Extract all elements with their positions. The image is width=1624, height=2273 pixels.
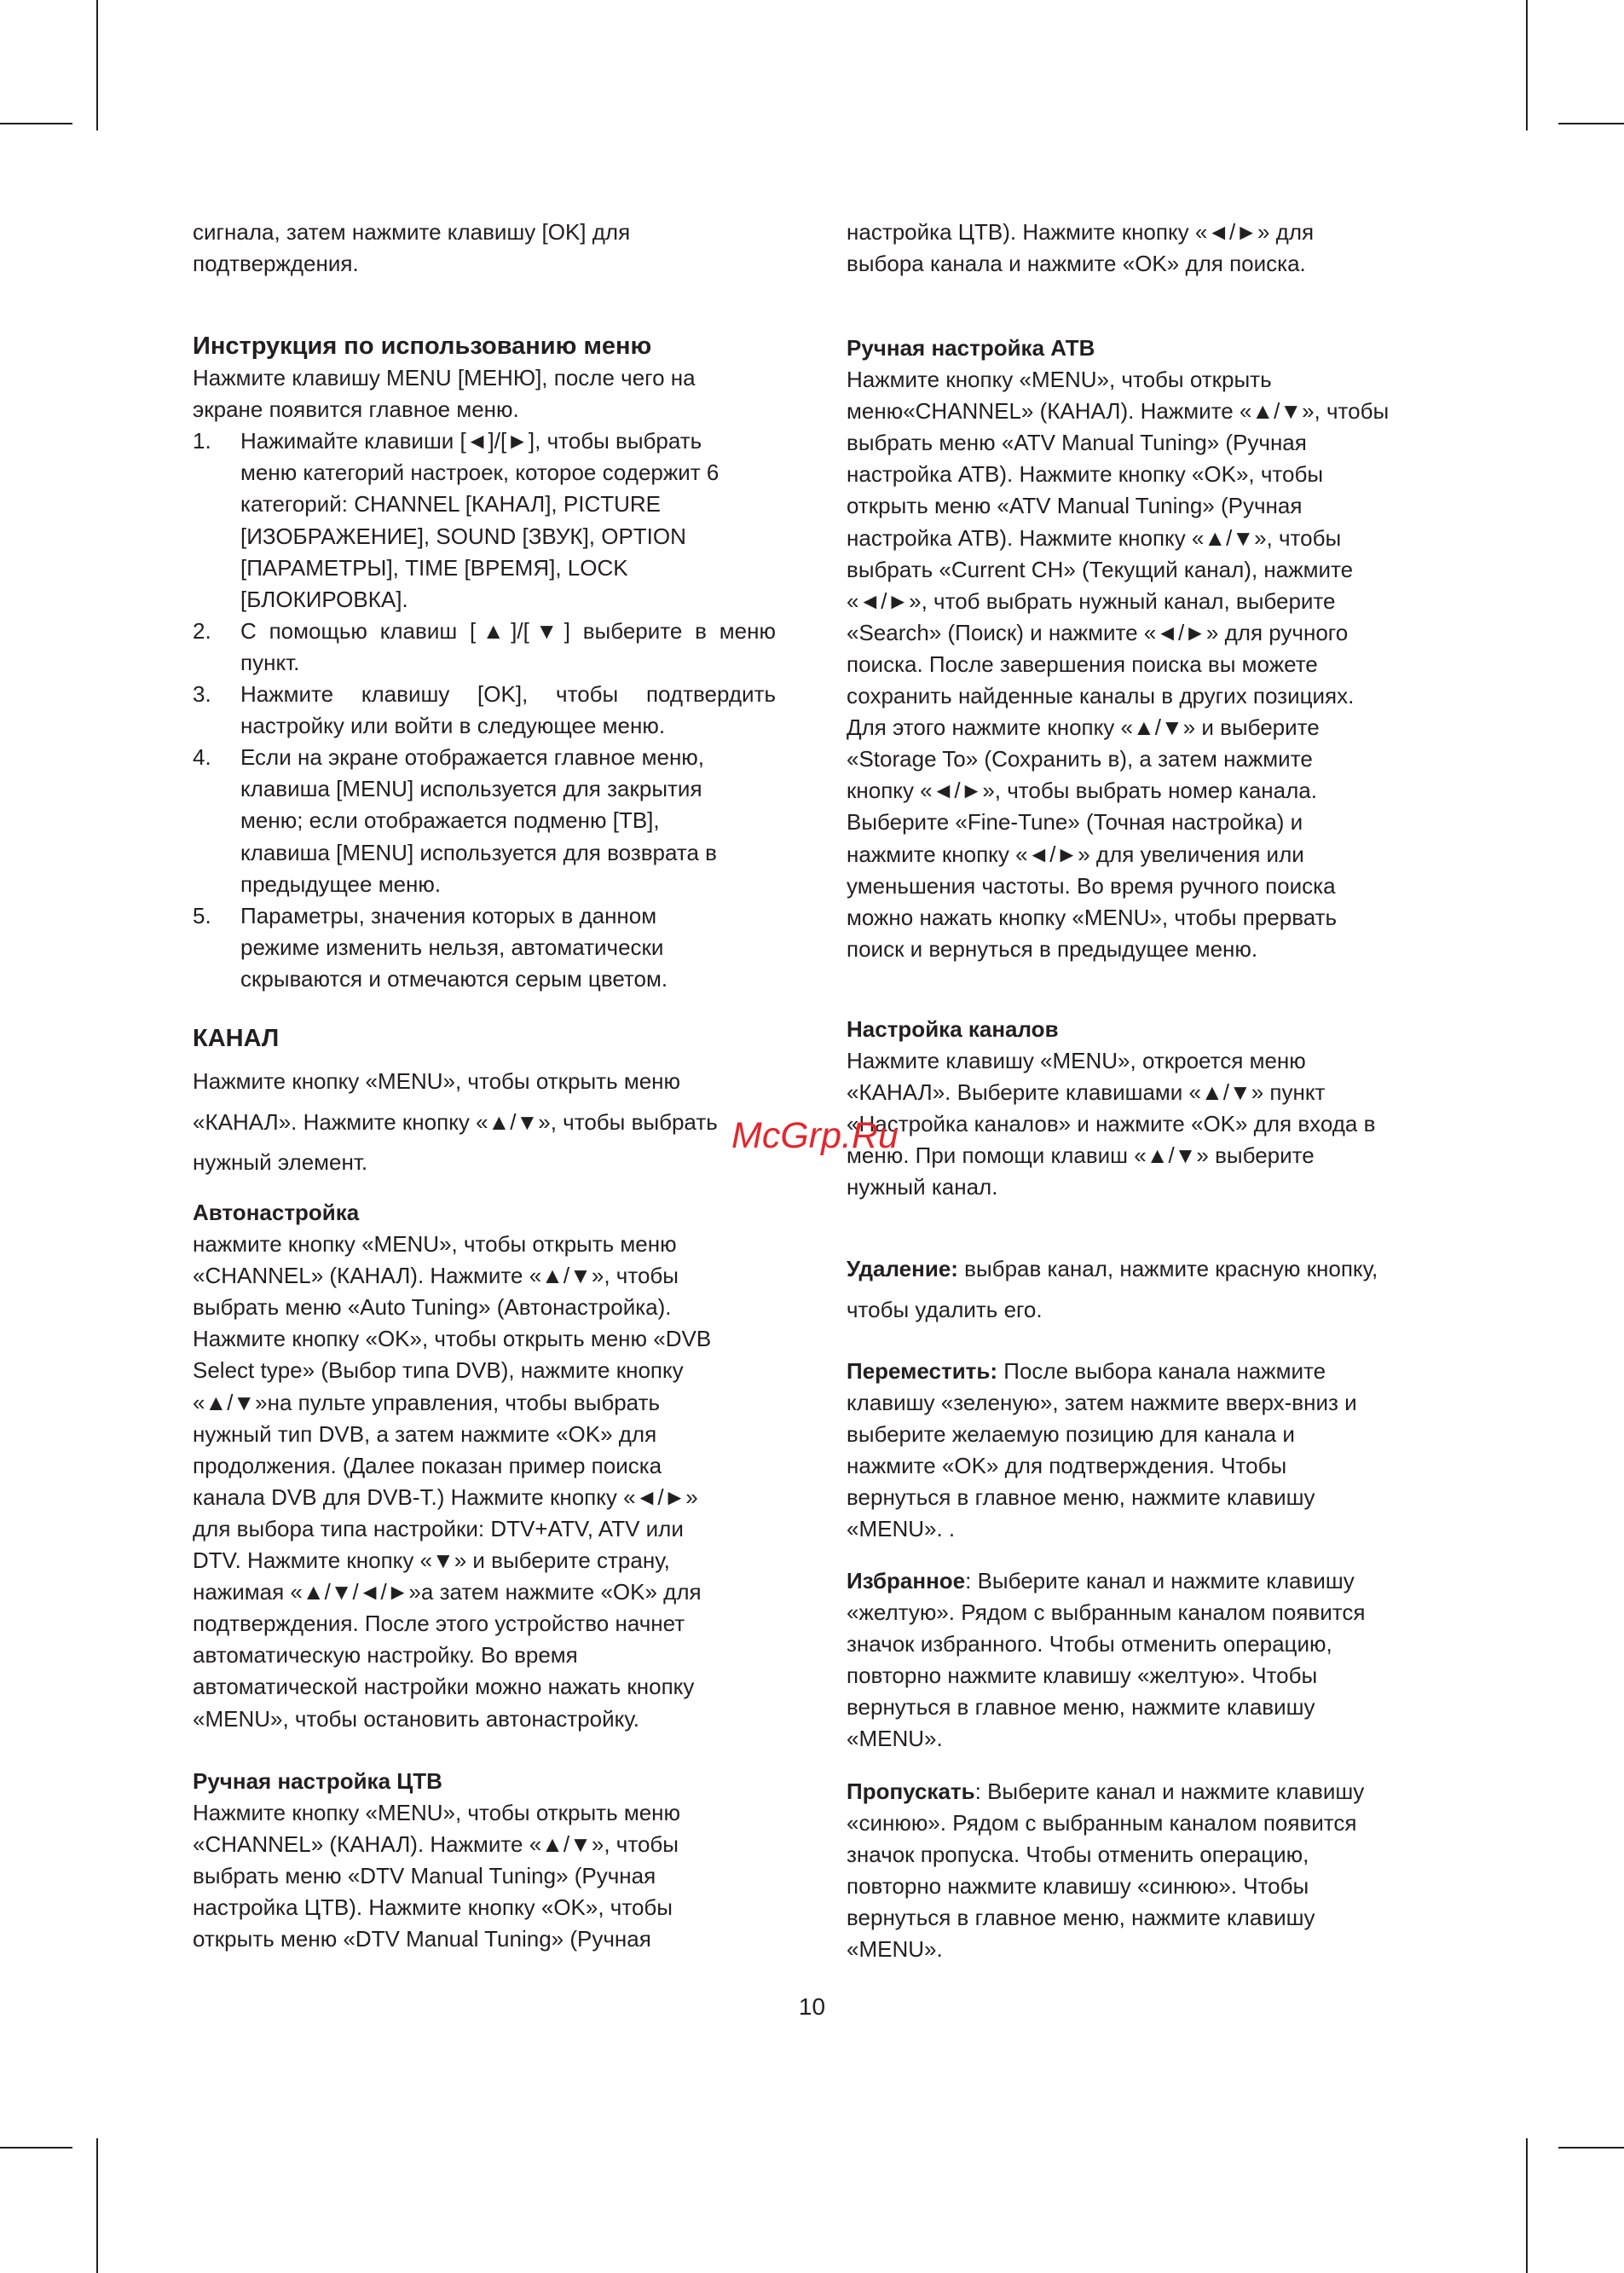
text-line: Если на экране отображается главное меню, — [240, 744, 705, 771]
menu-step-4 — [193, 742, 781, 899]
text-line: значок пропуска. Чтобы отменить операцию, — [847, 1842, 1309, 1868]
channel-setup-section — [847, 1014, 1443, 1204]
dtv-manual-tuning-paragraph — [193, 1797, 781, 1955]
menu-step-1 — [193, 425, 781, 616]
atv-manual-tuning-heading: Ручная настройка АТВ — [847, 335, 1095, 361]
favorite-text: : Выберите канал и нажмите клавишу — [965, 1568, 1355, 1593]
menu-instructions-heading: Инструкция по использованию меню — [193, 333, 652, 360]
menu-steps-list — [193, 425, 781, 995]
crop-mark-top-left-vertical — [96, 0, 98, 130]
text-line: нажмите кнопку «MENU», чтобы открыть меню — [193, 1231, 677, 1258]
text-line — [847, 1565, 1443, 1597]
text-line: предыдущее меню. — [240, 870, 442, 897]
step-text — [240, 425, 776, 616]
text-line: выберите желаемую позицию для канала и — [847, 1421, 1295, 1448]
text-line: Нажмите кнопку «MENU», чтобы открыть меню — [193, 1068, 681, 1094]
text-line: «Storage To» (Сохранить в), а затем нажмите — [847, 746, 1313, 772]
text-line: настройка ЦТВ). Нажмите кнопку «OK», чтобы — [193, 1894, 673, 1921]
text-line: Нажмите кнопку «MENU», чтобы открыть — [847, 367, 1272, 393]
text-line: настройка ЦТВ). Нажмите кнопку «◄/►» для — [847, 219, 1315, 245]
step-text — [240, 679, 776, 742]
text-line: можно нажать кнопку «MENU», чтобы прервать — [847, 904, 1338, 930]
text-line: Нажмите кнопку «OK», чтобы открыть меню «DVB — [193, 1326, 712, 1352]
atv-manual-tuning-paragraph — [847, 364, 1443, 965]
text-line: вернуться в главное меню, нажмите клавишу — [847, 1694, 1315, 1721]
text-line: продолжения. (Далее показан пример поиска — [193, 1452, 662, 1478]
menu-step-2 — [193, 616, 781, 679]
move-text: После выбора канала нажмите — [997, 1358, 1326, 1384]
text-line: Нажмите кнопку «MENU», чтобы открыть меню — [193, 1800, 681, 1826]
text-line: сигнала, затем нажмите клавишу [OK] для — [193, 219, 631, 245]
step-number: 4. — [193, 744, 211, 771]
text-line: скрываются и отмечаются серым цветом. — [240, 965, 668, 992]
text-line: «MENU». — [847, 1726, 943, 1752]
menu-step-5 — [193, 900, 781, 995]
text-line: автоматическую настройку. Во время — [193, 1642, 578, 1669]
text-line: Нажмите клавишу [OK], чтобы подтвердить — [240, 681, 776, 708]
dtv-manual-tuning-heading: Ручная настройка ЦТВ — [193, 1768, 442, 1794]
text-line: выбрать «Current CH» (Текущий канал), нажмите — [847, 556, 1354, 582]
text-line: автоматической настройки можно нажать кнопку — [193, 1674, 695, 1700]
favorite-label: Избранное — [847, 1568, 966, 1593]
text-line: поиск и вернуться в предыдущее меню. — [847, 935, 1258, 962]
text-line: вернуться в главное меню, нажмите клавишу — [847, 1905, 1315, 1931]
channel-setup-heading: Настройка каналов — [847, 1016, 1059, 1042]
auto-tuning-section — [193, 1197, 781, 1735]
text-line: [ПАРАМЕТРЫ], TIME [ВРЕМЯ], LOCK — [240, 554, 628, 581]
crop-mark-bottom-right-horizontal — [1558, 2147, 1624, 2149]
text-line: открыть меню «ATV Manual Tuning» (Ручная — [847, 493, 1303, 519]
text-line: категорий: CHANNEL [КАНАЛ], PICTURE — [240, 491, 661, 518]
move-paragraph — [847, 1356, 1443, 1546]
step-number: 3. — [193, 681, 211, 708]
dtv-manual-tuning-continued — [847, 217, 1443, 280]
skip-text-continued — [847, 1807, 1443, 1965]
text-line: нажмите кнопку «◄/►» для увеличения или — [847, 841, 1304, 867]
text-line: «синюю». Рядом с выбранным каналом появится — [847, 1810, 1357, 1836]
text-line: кнопку «◄/►», чтобы выбрать номер канала. — [847, 778, 1317, 804]
text-line: нужный канал. — [847, 1174, 998, 1200]
channel-paragraph — [193, 1061, 781, 1183]
crop-mark-bottom-right-vertical — [1526, 2138, 1528, 2273]
text-line: меню. При помощи клавиш «▲/▼» выберите — [847, 1142, 1315, 1169]
menu-instructions-section — [193, 331, 781, 995]
text-line: выбрать меню «Auto Tuning» (Автонастройка). — [193, 1294, 672, 1321]
menu-instructions-paragraph — [193, 362, 781, 425]
text-line: «КАНАЛ». Нажмите кнопку «▲/▼», чтобы выбрать — [193, 1108, 718, 1135]
text-line: нажимая «▲/▼/◄/►»а затем нажмите «OK» для — [193, 1579, 702, 1605]
text-line: открыть меню «DTV Manual Tuning» (Ручная — [193, 1926, 651, 1952]
auto-tuning-paragraph — [193, 1229, 781, 1735]
text-line: выбрать меню «DTV Manual Tuning» (Ручная — [193, 1863, 656, 1889]
intro-paragraph — [193, 217, 781, 280]
text-line: клавишу «зеленую», затем нажмите вверх-вниз и — [847, 1390, 1357, 1416]
favorite-text-continued — [847, 1597, 1443, 1755]
text-line: «КАНАЛ». Выберите клавишами «▲/▼» пункт — [847, 1079, 1326, 1106]
text-line: «MENU». . — [847, 1516, 956, 1542]
text-line: меню«CHANNEL» (КАНАЛ). Нажмите «▲/▼», чтобы — [847, 398, 1390, 425]
atv-manual-tuning-section — [847, 333, 1443, 965]
text-line: «Search» (Поиск) и нажмите «◄/►» для ручного — [847, 619, 1349, 645]
text-line — [847, 1249, 1443, 1290]
step-text — [240, 616, 776, 679]
menu-step-3 — [193, 679, 781, 742]
text-line: DTV. Нажмите кнопку «▼» и выберите страну, — [193, 1547, 670, 1574]
step-text — [240, 742, 776, 899]
text-line: «MENU», чтобы остановить автонастройку. — [193, 1705, 639, 1732]
text-line: «MENU». — [847, 1936, 943, 1963]
text-line: выбора канала и нажмите «OK» для поиска. — [847, 251, 1306, 277]
text-line: настройка АТВ). Нажмите кнопку «▲/▼», чтобы — [847, 524, 1342, 551]
move-text-continued — [847, 1387, 1443, 1545]
text-line: меню категорий настроек, которое содержит 6 — [240, 460, 720, 486]
text-line: «Настройка каналов» и нажмите «OK» для входа в — [847, 1111, 1376, 1137]
text-line: канала DVB для DVB-T.) Нажмите кнопку «◄/►» — [193, 1484, 698, 1510]
text-line: для выбора типа настройки: DTV+ATV, ATV или — [193, 1515, 684, 1541]
page-number: 10 — [798, 1993, 826, 2020]
skip-label: Пропускать — [847, 1778, 975, 1804]
text-line: клавиша [MENU] используется для возврата в — [240, 839, 717, 865]
watermark: McGrp.Ru — [731, 1115, 899, 1156]
text-line: Выберите «Fine-Tune» (Точная настройка) и — [847, 809, 1303, 836]
text-line: Нажмите клавишу MENU [МЕНЮ], после чего на — [193, 365, 696, 391]
text-line: Параметры, значения которых в данном — [240, 902, 657, 928]
skip-text: : Выберите канал и нажмите клавишу — [974, 1778, 1365, 1804]
delete-text: выбрав канал, нажмите красную кнопку, — [957, 1256, 1378, 1281]
text-line: Для этого нажмите кнопку «▲/▼» и выберите — [847, 714, 1320, 741]
crop-mark-bottom-left-vertical — [96, 2138, 98, 2273]
move-label: Переместить: — [847, 1358, 998, 1384]
text-line: пункт. — [240, 649, 300, 675]
text-line: экране появится главное меню. — [193, 396, 519, 423]
text-line: вернуться в главное меню, нажмите клавишу — [847, 1484, 1315, 1511]
dtv-manual-tuning-section — [193, 1766, 781, 1956]
text-line: [ИЗОБРАЖЕНИЕ], SOUND [ЗВУК], OPTION — [240, 523, 686, 549]
text-line — [847, 1776, 1443, 1807]
text-line: С помощью клавиш [▲]/[▼] выберите в меню — [240, 617, 776, 644]
skip-paragraph — [847, 1776, 1443, 1966]
channel-setup-paragraph — [847, 1045, 1443, 1203]
step-number: 1. — [193, 428, 211, 454]
crop-mark-top-left-horizontal — [0, 123, 72, 124]
delete-paragraph — [847, 1249, 1443, 1330]
text-line: меню; если отображается подменю [ТВ], — [240, 807, 660, 834]
text-line: поиска. После завершения поиска вы можете — [847, 651, 1318, 677]
text-line: чтобы удалить его. — [847, 1296, 1043, 1322]
text-line: уменьшения частоты. Во время ручного поиска — [847, 872, 1336, 899]
text-line: Нажимайте клавиши [◄]/[►], чтобы выбрать — [240, 428, 702, 454]
text-line: [БЛОКИРОВКА]. — [240, 586, 408, 612]
text-line: «желтую». Рядом с выбранным каналом появится — [847, 1599, 1366, 1626]
text-line: настройку или войти в следующее меню. — [240, 713, 666, 739]
crop-mark-top-right-vertical — [1526, 0, 1528, 130]
text-line: «◄/►», чтоб выбрать нужный канал, выберите — [847, 587, 1336, 614]
text-line: подтверждения. — [193, 251, 359, 277]
crop-mark-bottom-left-horizontal — [0, 2147, 72, 2149]
favorite-paragraph — [847, 1565, 1443, 1755]
text-line: повторно нажмите клавишу «желтую». Чтобы — [847, 1663, 1318, 1689]
step-text — [240, 900, 776, 995]
crop-mark-top-right-horizontal — [1558, 123, 1624, 124]
text-line: нужный тип DVB, а затем нажмите «OK» для — [193, 1420, 657, 1447]
text-line: «CHANNEL» (КАНАЛ). Нажмите «▲/▼», чтобы — [193, 1263, 679, 1289]
text-line: Select type» (Выбор типа DVB), нажмите кнопку — [193, 1357, 684, 1384]
step-number: 2. — [193, 617, 211, 644]
delete-label: Удаление: — [847, 1256, 958, 1281]
text-line: настройка АТВ). Нажмите кнопку «OK», чтобы — [847, 461, 1324, 488]
text-line: сохранить найденные каналы в других позициях. — [847, 683, 1355, 709]
text-line: «▲/▼»на пульте управления, чтобы выбрать — [193, 1389, 661, 1415]
text-line: выбрать меню «ATV Manual Tuning» (Ручная — [847, 430, 1307, 456]
channel-heading: КАНАЛ — [193, 1025, 280, 1052]
text-line: Нажмите клавишу «MENU», откроется меню — [847, 1048, 1306, 1074]
auto-tuning-heading: Автонастройка — [193, 1200, 360, 1225]
step-number: 5. — [193, 902, 211, 928]
delete-text-continued — [847, 1290, 1443, 1331]
text-line: клавиша [MENU] используется для закрытия — [240, 776, 702, 802]
text-line: повторно нажмите клавишу «синюю». Чтобы — [847, 1873, 1309, 1900]
text-line — [847, 1356, 1443, 1387]
text-line: «CHANNEL» (КАНАЛ). Нажмите «▲/▼», чтобы — [193, 1831, 679, 1858]
text-line: режиме изменить нельзя, автоматически — [240, 934, 664, 960]
text-line: подтверждения. После этого устройство начнет — [193, 1611, 685, 1637]
text-line: нужный элемент. — [193, 1149, 368, 1176]
text-line: нажмите «OK» для подтверждения. Чтобы — [847, 1453, 1287, 1479]
text-line: значок избранного. Чтобы отменить операцию, — [847, 1631, 1332, 1657]
